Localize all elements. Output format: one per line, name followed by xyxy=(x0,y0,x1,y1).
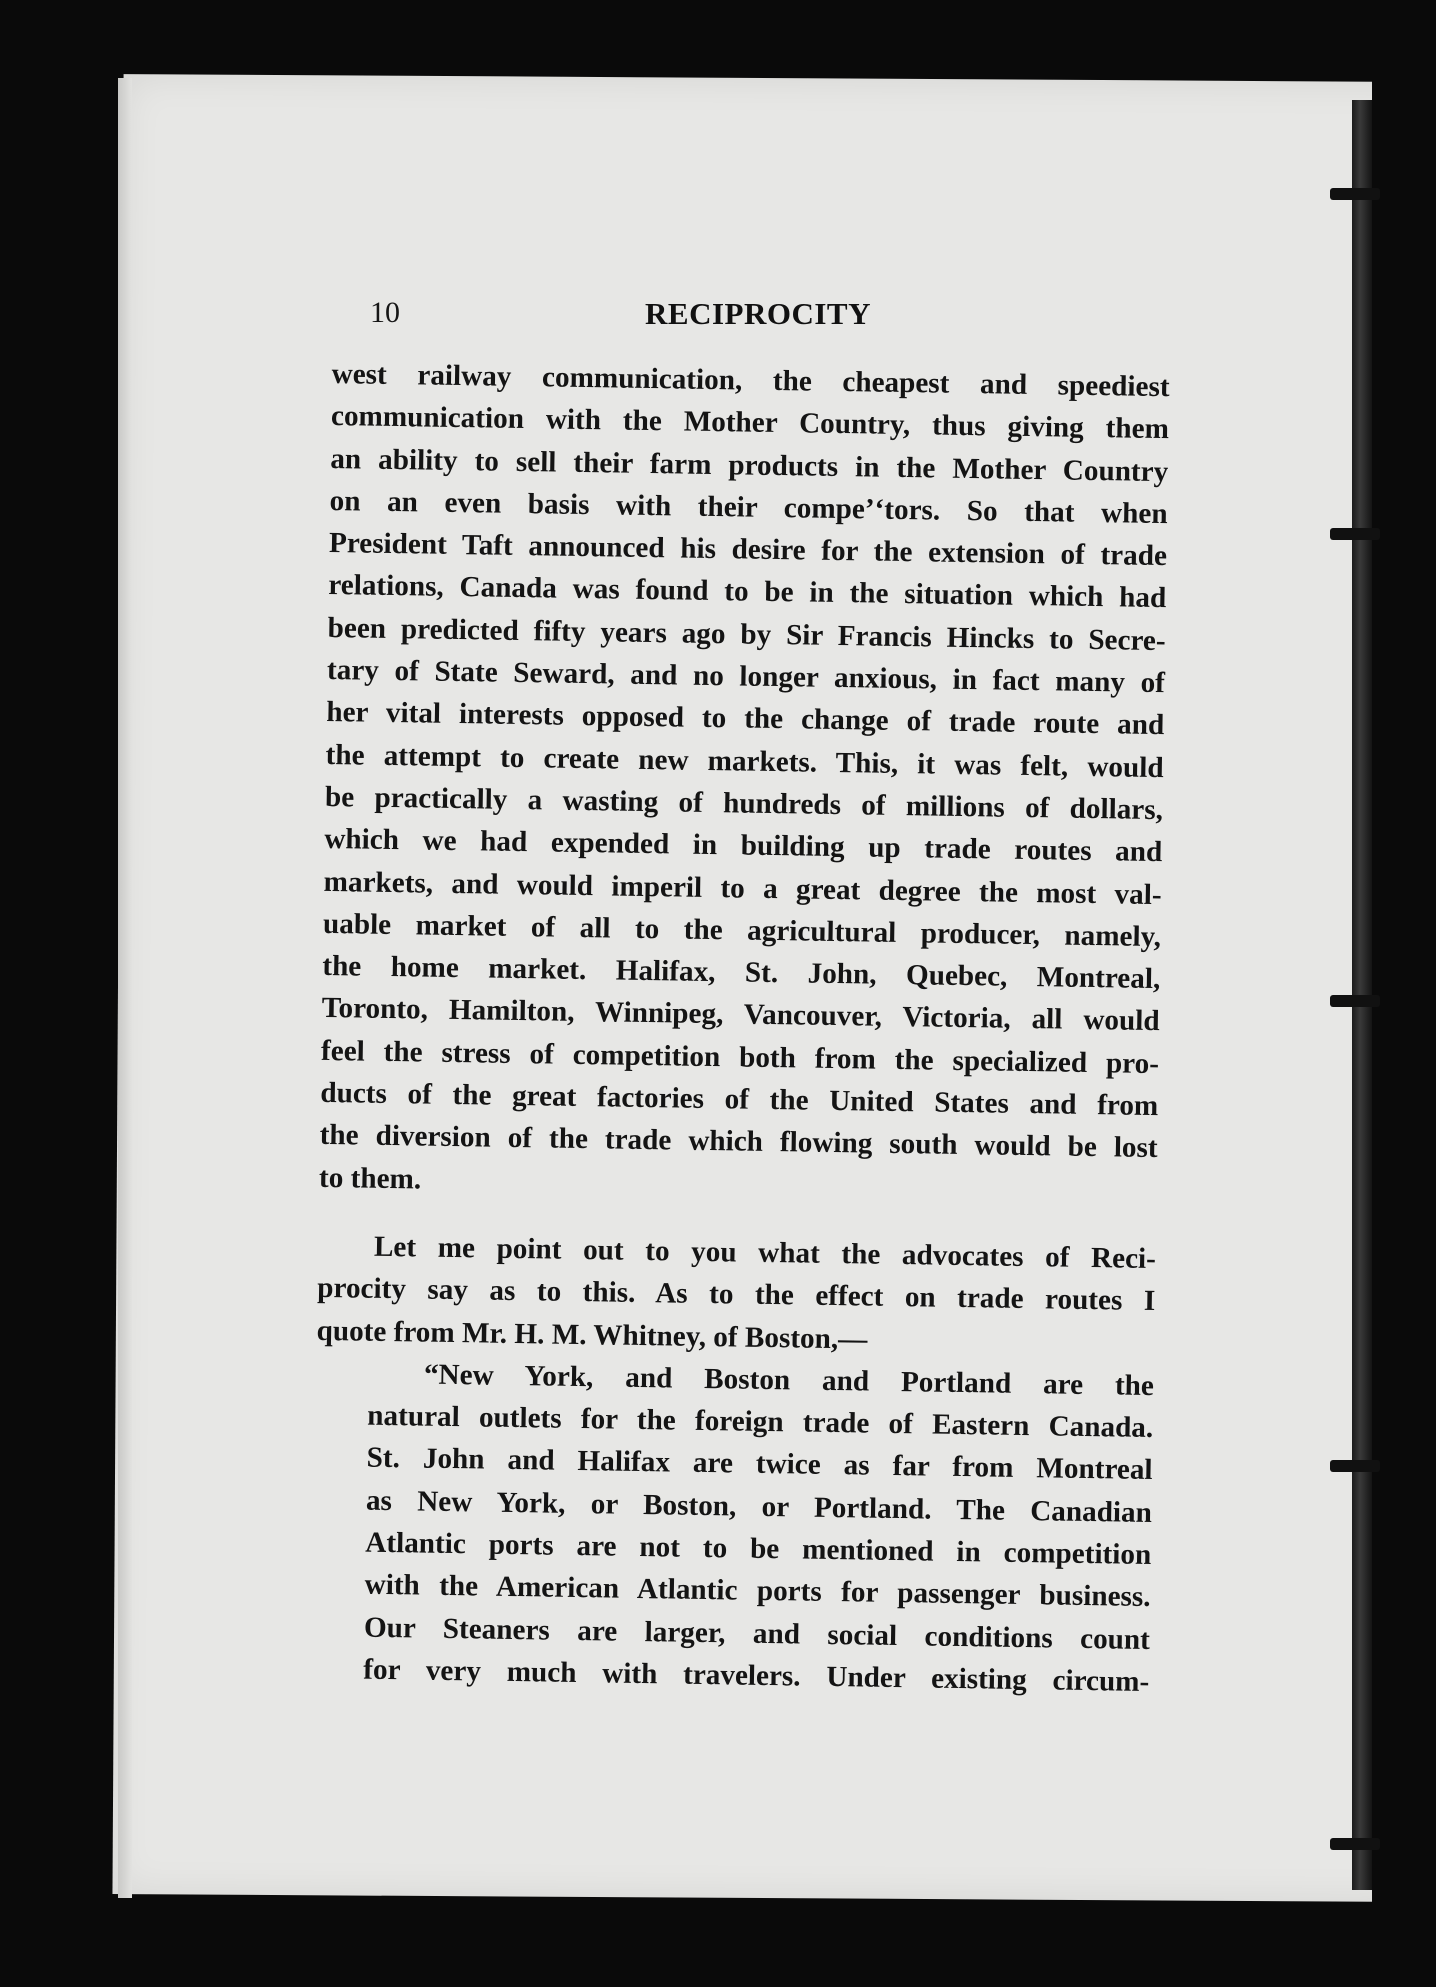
text-line: Let me point out to you what the advocates of Reci- xyxy=(373,1230,1157,1275)
text-line: for very much with travelers. Under existing circum- xyxy=(363,1653,1150,1698)
text-line: quote from Mr. H. M. Whitney, of Boston,— xyxy=(316,1314,868,1356)
spine-stitch-mark xyxy=(1330,1460,1380,1472)
text-line: west railway communication, the cheapest and speediest xyxy=(331,357,1170,404)
text-line: Our Steaners are larger, and social conditions count xyxy=(363,1611,1151,1656)
text-line: procity say as to this. As to the effect on trade routes I xyxy=(317,1272,1156,1318)
text-line: markets, and would imperil to a great degree the most val- xyxy=(323,865,1162,911)
text-line: relations, Canada was found to be in the situation which had xyxy=(328,569,1167,615)
text-line: natural outlets for the foreign trade of Eastern Canada. xyxy=(367,1399,1154,1445)
text-line: “New York, and Boston and Portland are the xyxy=(423,1358,1155,1402)
page-header xyxy=(370,296,1150,336)
block-quote xyxy=(363,1353,1154,1704)
text-line: the diversion of the trade which flowing south would be lost xyxy=(319,1119,1158,1165)
text-line: as New York, or Boston, or Portland. The Canadian xyxy=(365,1484,1153,1529)
text-line: the home market. Halifax, St. John, Quebec, Montreal, xyxy=(322,950,1161,996)
text-line: to them. xyxy=(318,1161,422,1196)
text-line: which we had expended in building up trade routes and xyxy=(324,823,1163,869)
text-line: an ability to sell their farm products in the Mother Country xyxy=(330,442,1169,488)
page-body xyxy=(311,353,1170,1703)
page-left-edge xyxy=(118,78,132,1898)
text-line: President Taft announced his desire for the extension of trade xyxy=(328,527,1168,573)
text-line: the attempt to create new markets. This, it was felt, would xyxy=(325,738,1164,784)
text-line: communication with the Mother Country, thus giving them xyxy=(330,400,1170,446)
text-line: ducts of the great factories of the United States and from xyxy=(320,1076,1159,1123)
text-line: Atlantic ports are not to be mentioned in competition xyxy=(365,1526,1152,1572)
text-line: her vital interests opposed to the change of trade route and xyxy=(326,696,1165,742)
spine-stitch-mark xyxy=(1330,188,1380,200)
text-line: with the American Atlantic ports for passenger business. xyxy=(364,1568,1151,1614)
paragraph-1 xyxy=(319,353,1170,1212)
running-title: RECIPROCITY xyxy=(645,296,871,331)
text-line: uable market of all to the agricultural producer, namely, xyxy=(322,907,1162,953)
paragraph-2 xyxy=(316,1225,1156,1365)
page-number: 10 xyxy=(370,296,400,329)
text-line: tary of State Seward, and no longer anxious, in fact many of xyxy=(326,654,1166,700)
binding-background xyxy=(1372,80,1436,1920)
spine-stitch-mark xyxy=(1330,995,1380,1007)
spine-stitch-mark xyxy=(1330,528,1380,540)
text-line: Toronto, Hamilton, Winnipeg, Vancouver, Victoria, all would xyxy=(321,992,1160,1038)
text-line: on an even basis with their compe’‘tors. So that when xyxy=(329,484,1168,531)
text-line: be practically a wasting of hundreds of millions of dollars, xyxy=(324,780,1164,827)
text-line: been predicted fifty years ago by Sir Francis Hincks to Secre- xyxy=(327,611,1166,657)
text-line: St. John and Halifax are twice as far from Montreal xyxy=(366,1442,1153,1487)
spine-stitch-mark xyxy=(1330,1838,1380,1850)
text-line: feel the stress of competition both from the specialized pro- xyxy=(320,1034,1160,1080)
